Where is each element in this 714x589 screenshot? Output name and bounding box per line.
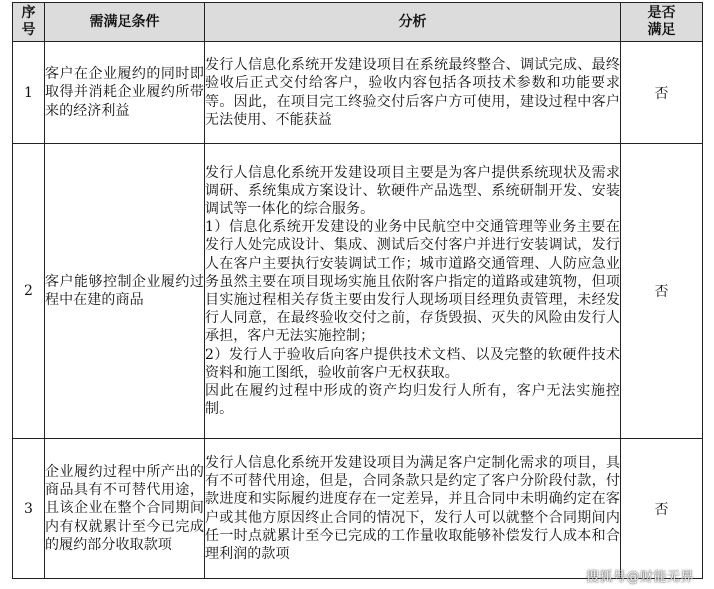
row-number: 1 <box>13 42 45 144</box>
analysis-paragraph: 发行人信息化系统开发建设项目主要是为客户提供系统现状及需求调研、系统集成方案设计、软硬件产品选型、系统研制开发、安装调试等一体化的综合服务。 <box>205 164 620 217</box>
analysis-paragraph: 1）信息化系统开发建设的业务中民航空中交通管理等业务主要在发行人处完成设计、集成、测试后交付客户并进行安装调试，发行人在客户主要执行安装调试工作；城市道路交通管理、人防应急业务虽然主要在项目现场实施且依附客户指定的道路或建筑物，但项目实施过程相关存货主要由发行人现场项目经理负责管理，未经发行人同意，在最终验收交付之前，存货毁损、灭失的风险由发行人承担，客户无法实施控制； <box>205 219 620 345</box>
table-row <box>13 42 703 144</box>
analysis-paragraph: 发行人信息化系统开发建设项目为满足客户定制化需求的项目，具有不可替代用途，但是，合同条款只是约定了客户分阶段付款，付款进度和实际履约进度存在一定差异，并且合同中未明确约定在客户或其他方原因终止合同的情况下，发行人可以就整个合同期间内任一时点就累计至今已完成的工作量收取能够补偿发行人成本和合理利润的款项 <box>205 454 620 562</box>
row-number: 3 <box>13 439 45 579</box>
row-satisfied: 否 <box>621 42 703 144</box>
table-row <box>13 144 703 439</box>
revenue-recognition-table <box>12 2 703 579</box>
table-row <box>13 439 703 579</box>
row-analysis <box>205 42 621 144</box>
header-condition: 需满足条件 <box>45 3 205 42</box>
header-no: 序号 <box>13 3 45 42</box>
row-condition: 客户在企业履约的同时即取得并消耗企业履约所带来的经济利益 <box>45 42 205 144</box>
header-analysis: 分析 <box>205 3 621 42</box>
row-analysis <box>205 439 621 579</box>
analysis-paragraph: 2）发行人于验收后向客户提供技术文档、以及完整的软硬件技术资料和施工图纸，验收前客户无权获取。 <box>205 346 620 381</box>
row-satisfied: 否 <box>621 144 703 439</box>
analysis-paragraph: 发行人信息化系统开发建设项目在系统最终整合、调试完成、最终验收后正式交付给客户，验收内容包括各项技术参数和功能要求等。因此，在项目完工终验交付后客户方可使用，建设过程中客户无法使用、不能获益 <box>205 57 620 128</box>
header-satisfied: 是否满足 <box>621 3 703 42</box>
analysis-paragraph: 因此在履约过程中形成的资产均归发行人所有，客户无法实施控制。 <box>205 383 620 418</box>
row-condition: 客户能够控制企业履约过程中在建的商品 <box>45 144 205 439</box>
row-number: 2 <box>13 144 45 439</box>
table-header-row <box>13 3 703 42</box>
watermark-text: 搜狐号@财能无界 <box>585 570 694 585</box>
row-condition: 企业履约过程中所产出的商品具有不可替代用途，且该企业在整个合同期间内有权就累计至今已完成的履约部分收取款项 <box>45 439 205 579</box>
row-satisfied: 否 <box>621 439 703 579</box>
row-analysis <box>205 144 621 439</box>
